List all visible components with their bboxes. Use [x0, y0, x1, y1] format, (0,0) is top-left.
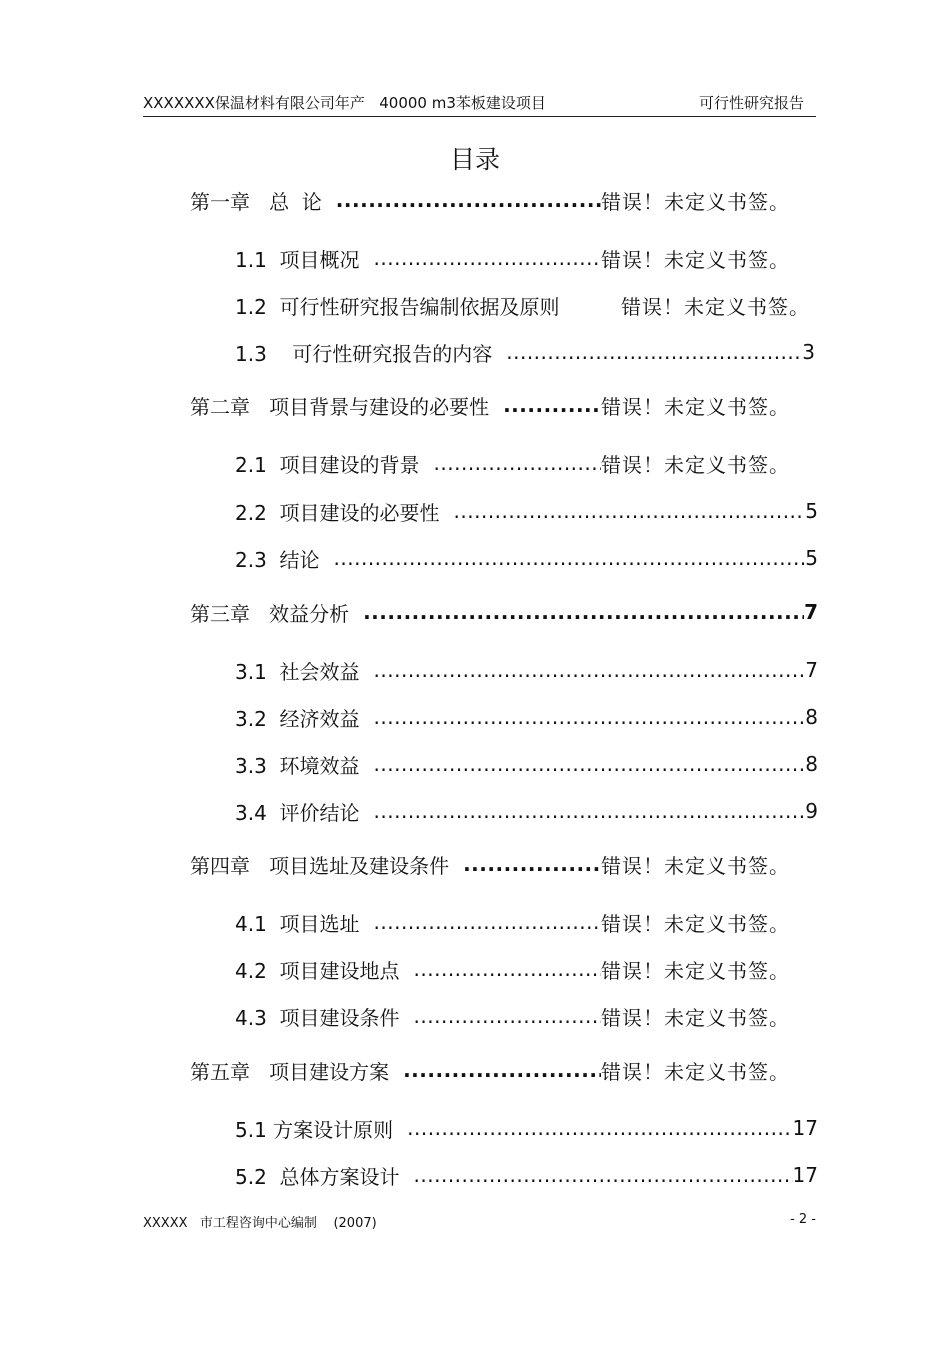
toc-entry-label: 2.1 项目建设的背景 — [235, 452, 420, 477]
toc-leader-dots — [414, 957, 601, 981]
toc-entry-2-1[interactable] — [235, 448, 790, 478]
toc-entry-page: 5 — [805, 499, 818, 523]
toc-entry-label: 5.1 方案设计原则 — [235, 1117, 394, 1142]
toc-entry-label: 第一章 总 论 — [190, 189, 322, 214]
toc-entry-3-2[interactable] — [235, 702, 818, 732]
footer-page-number: - 2 - — [790, 1212, 816, 1227]
toc-entry-label: 3.3 环境效益 — [235, 753, 360, 778]
toc-leader-dots — [414, 1163, 793, 1187]
toc-entry-page: 错误！未定义书签。 — [621, 294, 810, 319]
toc-entry-5-2[interactable] — [235, 1160, 818, 1190]
toc-entry-1-1[interactable] — [235, 243, 790, 273]
toc-entry-page: 8 — [805, 752, 818, 776]
toc-entry-page: 7 — [805, 658, 818, 682]
toc-entry-label: 第四章 项目选址及建设条件 — [190, 853, 450, 878]
toc-leader-dots — [374, 246, 601, 270]
footer-publisher: XXXXX 市工程咨询中心编制 (2007) — [143, 1216, 377, 1231]
toc-entry-3-1[interactable] — [235, 655, 818, 685]
toc-entry-chapter-3[interactable] — [190, 597, 818, 627]
toc-entry-page: 9 — [805, 799, 818, 823]
toc-entry-2-2[interactable] — [235, 496, 818, 526]
toc-entry-2-3[interactable] — [235, 543, 818, 573]
toc-entry-page: 错误！未定义书签。 — [601, 958, 790, 983]
toc-leader-dots — [374, 799, 806, 823]
toc-leader-dots — [506, 340, 802, 364]
toc-entry-page: 7 — [804, 600, 818, 624]
toc-entry-4-3[interactable] — [235, 1001, 790, 1031]
toc-entry-label: 3.4 评价结论 — [235, 800, 360, 825]
toc-entry-label: 2.3 结论 — [235, 547, 320, 572]
toc-entry-page: 错误！未定义书签。 — [601, 911, 790, 936]
toc-entry-label: 第五章 项目建设方案 — [190, 1059, 390, 1084]
toc-entry-4-1[interactable] — [235, 907, 790, 937]
toc-entry-label: 1.3 可行性研究报告的内容 — [235, 341, 493, 366]
toc-entry-chapter-1[interactable] — [190, 185, 790, 215]
toc-entry-label: 1.2 可行性研究报告编制依据及原则 — [235, 294, 560, 319]
toc-entry-label: 第二章 项目背景与建设的必要性 — [190, 394, 490, 419]
toc-leader-dots — [336, 188, 601, 212]
toc-entry-label: 4.3 项目建设条件 — [235, 1005, 400, 1030]
toc-leader-dots — [403, 1058, 601, 1082]
toc-leader-dots — [334, 546, 806, 570]
toc-entry-page: 错误！未定义书签。 — [601, 247, 790, 272]
toc-leader-dots — [454, 499, 806, 523]
toc-leader-dots — [434, 451, 601, 475]
toc-entry-label: 第三章 效益分析 — [190, 601, 350, 626]
header-project-title: XXXXXXX保温材料有限公司年产 40000 m3苯板建设项目 — [143, 94, 546, 112]
header-report-type: 可行性研究报告 — [698, 94, 804, 112]
toc-entry-4-2[interactable] — [235, 954, 790, 984]
toc-entry-page: 错误！未定义书签。 — [601, 853, 790, 878]
toc-entry-5-1[interactable] — [235, 1113, 818, 1143]
toc-entry-label: 4.1 项目选址 — [235, 911, 360, 936]
toc-entry-label: 1.1 项目概况 — [235, 247, 360, 272]
toc-title: 目录 — [449, 145, 500, 174]
toc-entry-3-4[interactable] — [235, 796, 818, 826]
toc-entry-page: 错误！未定义书签。 — [601, 452, 790, 477]
toc-entry-1-3[interactable] — [235, 337, 815, 367]
page-header — [143, 88, 816, 117]
toc-leader-dots — [414, 1004, 601, 1028]
toc-entry-chapter-4[interactable] — [190, 849, 790, 879]
toc-entry-page: 17 — [792, 1163, 818, 1187]
toc-entry-1-2[interactable] — [235, 290, 810, 320]
toc-entry-page: 5 — [805, 546, 818, 570]
toc-leader-dots — [363, 600, 804, 624]
toc-entry-page: 3 — [802, 340, 815, 364]
toc-entry-page: 错误！未定义书签。 — [601, 1059, 790, 1084]
toc-entry-page: 错误！未定义书签。 — [601, 394, 790, 419]
toc-entry-page: 错误！未定义书签。 — [601, 1005, 790, 1030]
toc-entry-label: 5.2 总体方案设计 — [235, 1164, 400, 1189]
toc-leader-dots — [374, 910, 601, 934]
toc-entry-label: 3.1 社会效益 — [235, 659, 360, 684]
toc-leader-dots — [374, 658, 806, 682]
toc-entry-page: 17 — [792, 1116, 818, 1140]
toc-entry-chapter-5[interactable] — [190, 1055, 790, 1085]
toc-entry-label: 4.2 项目建设地点 — [235, 958, 400, 983]
toc-leader-dots — [463, 852, 601, 876]
toc-entry-page: 错误！未定义书签。 — [601, 189, 790, 214]
toc-leader-dots — [407, 1116, 792, 1140]
toc-entry-label: 2.2 项目建设的必要性 — [235, 500, 440, 525]
toc-entry-page: 8 — [805, 705, 818, 729]
toc-entry-label: 3.2 经济效益 — [235, 706, 360, 731]
toc-leader-dots — [374, 705, 806, 729]
toc-entry-chapter-2[interactable] — [190, 390, 790, 420]
toc-entry-3-3[interactable] — [235, 749, 818, 779]
toc-leader-dots — [503, 393, 601, 417]
toc-leader-dots — [374, 752, 806, 776]
